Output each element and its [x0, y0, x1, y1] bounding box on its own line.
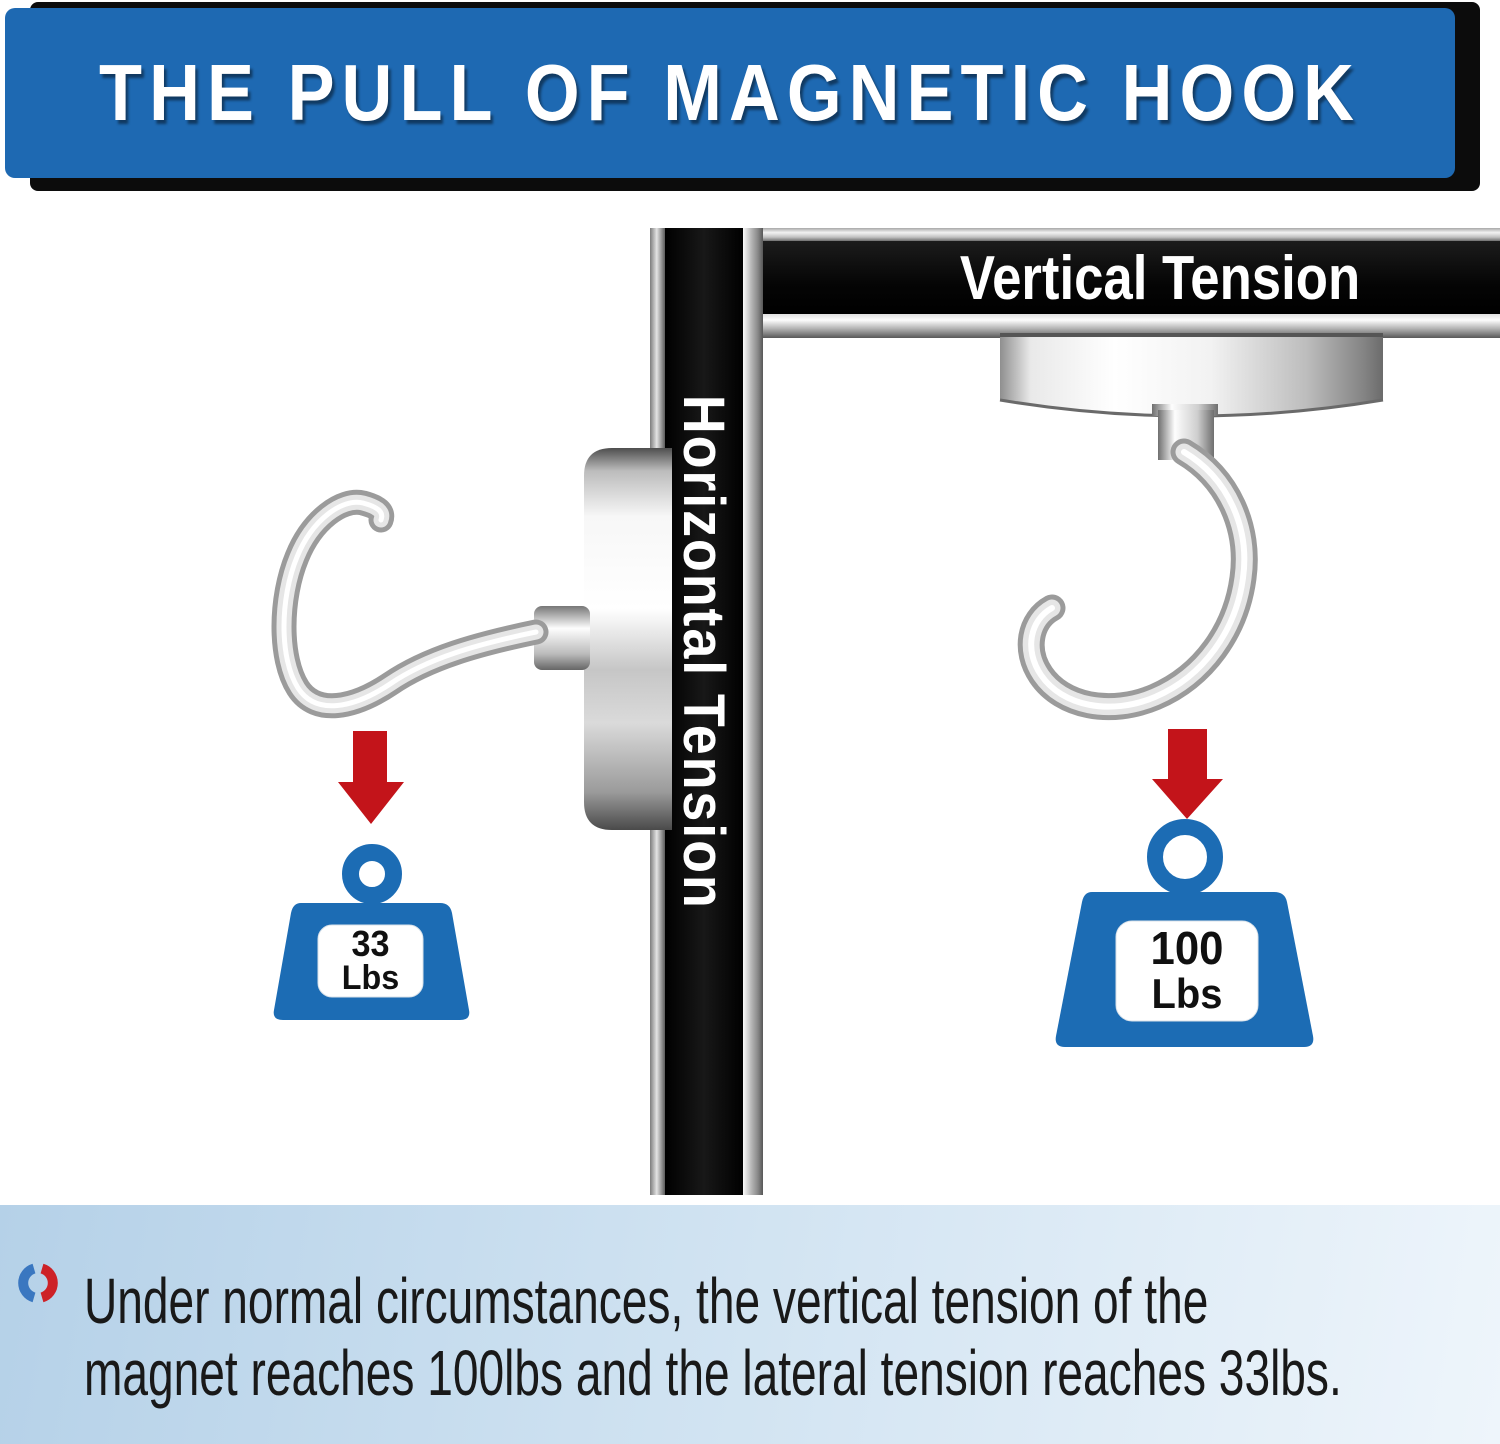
left-pull-arrow — [338, 731, 404, 824]
left-weight-label — [321, 925, 421, 997]
horizontal-magnet-hook — [284, 448, 672, 830]
left-weight-value: 33 — [351, 923, 390, 964]
magnet-ring-icon — [17, 1262, 59, 1304]
vertical-tension-label: Vertical Tension — [959, 244, 1361, 313]
horizontal-tension-label: Horizontal Tension — [671, 394, 736, 910]
right-pull-arrow — [1152, 729, 1223, 819]
vertical-magnet-hook — [1000, 333, 1383, 707]
right-weight-unit: Lbs — [1151, 970, 1223, 1017]
note-panel — [0, 1205, 1500, 1444]
note-line-2: magnet reaches 100lbs and the lateral tension reaches 33lbs. — [84, 1337, 1342, 1409]
right-weight-label — [1120, 921, 1255, 1021]
left-weight-unit: Lbs — [341, 959, 400, 997]
right-weight-value: 100 — [1150, 922, 1224, 974]
page-title: THE PULL OF MAGNETIC HOOK — [99, 48, 1361, 137]
note-line-1: Under normal circumstances, the vertical tension of the — [84, 1265, 1209, 1337]
